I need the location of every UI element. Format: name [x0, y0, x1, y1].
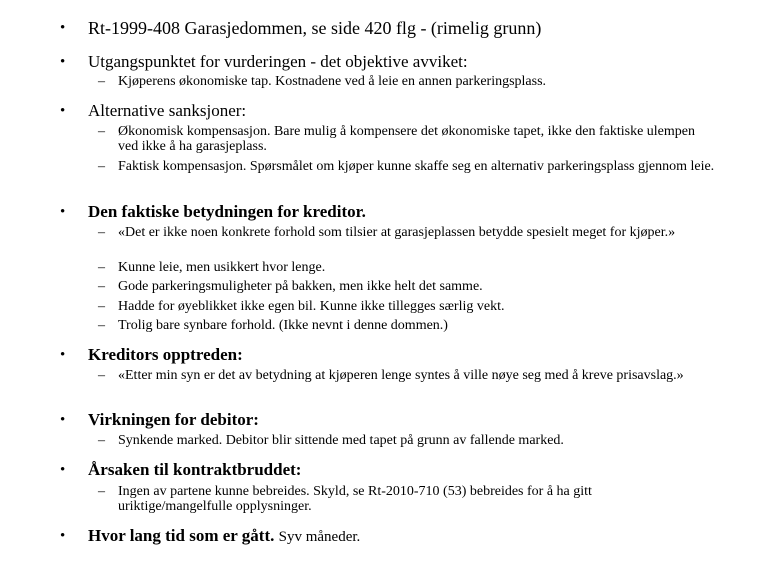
- dash-marker: –: [98, 484, 105, 499]
- bullet-heading: Den faktiske betydningen for kreditor.: [88, 202, 366, 221]
- sub-item: Gode parkeringsmuligheter på bakken, men ikke helt det samme.: [118, 279, 483, 294]
- bullet-heading-trail: Syv måneder.: [278, 529, 361, 545]
- dash-marker: –: [98, 299, 105, 314]
- bullet-marker: •: [60, 54, 66, 70]
- bullet-marker: •: [60, 20, 66, 36]
- dash-marker: –: [98, 318, 105, 333]
- bullet-heading: Alternative sanksjoner:: [88, 101, 247, 120]
- bullet-heading: Årsaken til kontraktbruddet:: [88, 460, 302, 479]
- bullet-heading-bold: Hvor lang tid som er gått.: [88, 526, 275, 545]
- bullet-marker: •: [60, 347, 66, 363]
- sub-item: «Etter min syn er det av betydning at kjøperen lenge syntes å ville nøye seg med å kreve prisavslag.»: [118, 368, 684, 383]
- bullet-heading: Kreditors opptreden:: [88, 345, 243, 364]
- bullet-heading: Utgangspunktet for vurderingen - det objektive avviket:: [88, 52, 468, 71]
- sub-item: Økonomisk kompensasjon. Bare mulig å kompensere det økonomiske tapet, ikke den faktiske ulempen ved ikke å ha garasjeplass.: [118, 124, 695, 154]
- sub-item: Kunne leie, men usikkert hvor lenge.: [118, 260, 326, 275]
- dash-marker: –: [98, 225, 105, 240]
- dash-marker: –: [98, 433, 105, 448]
- sub-item: Ingen av partene kunne bebreides. Skyld, se Rt-2010-710 (53) bebreides for å ha gitt uriktige/mangelfulle opplysninger.: [118, 484, 592, 514]
- dash-marker: –: [98, 279, 105, 294]
- dash-marker: –: [98, 124, 105, 139]
- bullet-heading: Rt-1999-408 Garasjedommen, se side 420 flg - (rimelig grunn): [88, 18, 542, 38]
- sub-item: «Det er ikke noen konkrete forhold som tilsier at garasjeplassen betydde spesielt meget for kjøper.»: [118, 225, 676, 240]
- dash-marker: –: [98, 368, 105, 383]
- bullet-marker: •: [60, 412, 66, 428]
- bullet-heading: Virkningen for debitor:: [88, 410, 259, 429]
- dash-marker: –: [98, 159, 105, 174]
- bullet-heading: [88, 526, 360, 547]
- dash-marker: –: [98, 260, 105, 275]
- sub-item: Kjøperens økonomiske tap. Kostnadene ved å leie en annen parkeringsplass.: [118, 74, 547, 89]
- bullet-marker: •: [60, 462, 66, 478]
- bullet-marker: •: [60, 204, 66, 220]
- sub-item: Trolig bare synbare forhold. (Ikke nevnt i denne dommen.): [118, 318, 448, 333]
- sub-item: Faktisk kompensasjon. Spørsmålet om kjøper kunne skaffe seg en alternativ parkeringsplass gjennom leie.: [118, 159, 715, 174]
- dash-marker: –: [98, 74, 105, 89]
- sub-item: Hadde for øyeblikket ikke egen bil. Kunne ikke tillegges særlig vekt.: [118, 299, 505, 314]
- sub-item: Synkende marked. Debitor blir sittende med tapet på grunn av fallende marked.: [118, 433, 564, 448]
- bullet-marker: •: [60, 528, 66, 544]
- bullet-marker: •: [60, 103, 66, 119]
